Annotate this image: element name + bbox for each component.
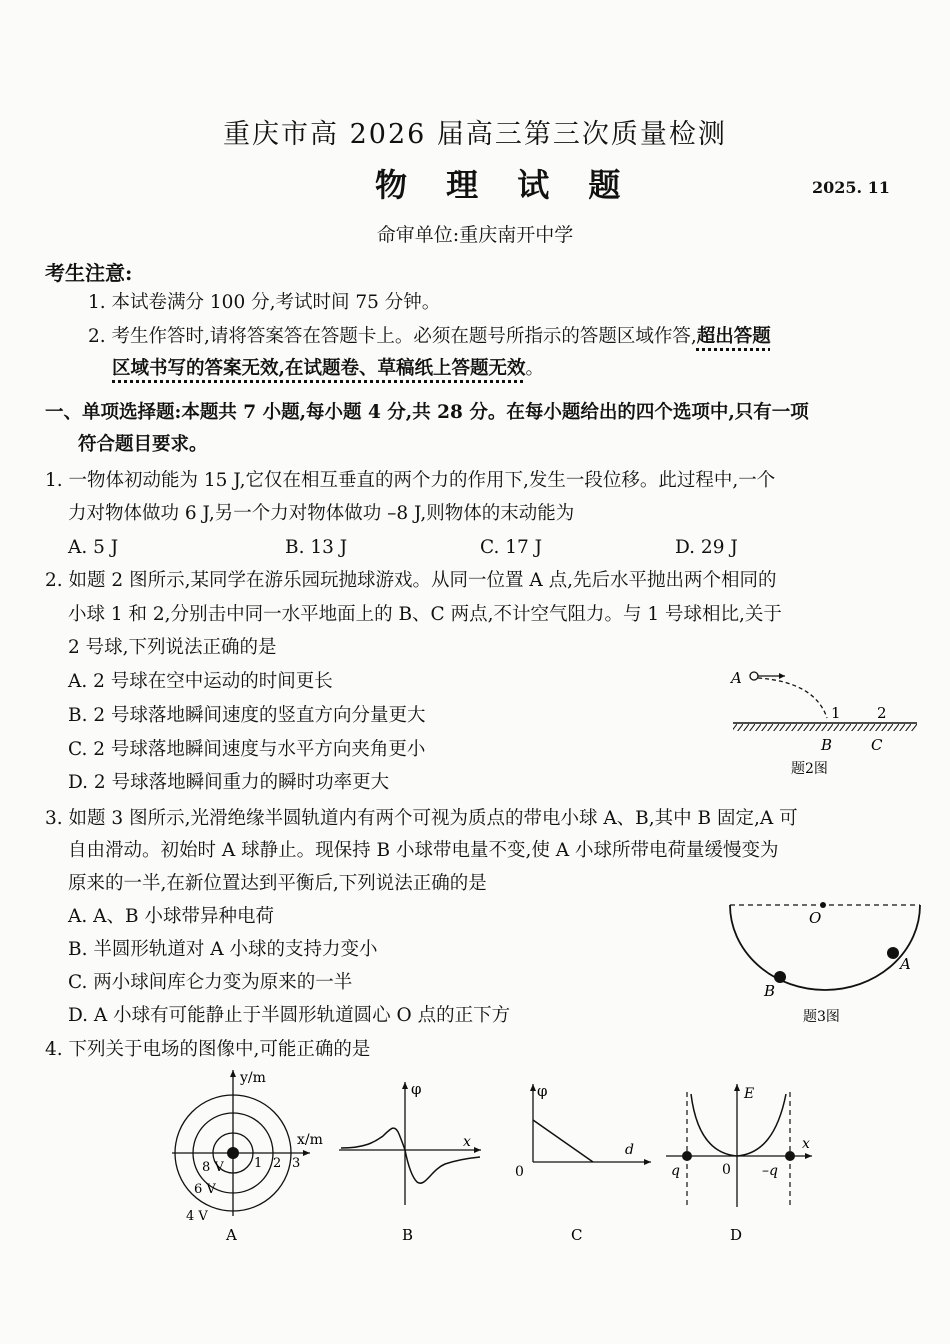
q3-option-b: B. 半圆形轨道对 A 小球的支持力变小 — [68, 939, 378, 960]
q1-option-d: D. 29 J — [675, 537, 738, 558]
q4a-tick-3: 3 — [292, 1156, 301, 1171]
q2-stem-line2: 小球 1 和 2,分别击中同一水平地面上的 B、C 两点,不计空气阻力。与 1 号球相比,关于 — [68, 604, 782, 625]
notice-item-2-emphasis: 超出答题 — [696, 326, 771, 347]
q4-figure-c — [505, 1082, 655, 1248]
q4b-xlabel: x — [463, 1134, 471, 1150]
q4a-tick-1: 1 — [254, 1156, 263, 1171]
arrowhead-icon — [230, 1070, 236, 1077]
q4a-label-8v: 8 V — [202, 1160, 224, 1175]
q4-stem-line1: 4. 下列关于电场的图像中,可能正确的是 — [45, 1039, 371, 1060]
arrowhead-icon — [402, 1082, 408, 1089]
q2-option-c: C. 2 号球落地瞬间速度与水平方向夹角更小 — [68, 739, 426, 760]
q2-ball-icon — [750, 672, 758, 680]
q3-caption: 题3图 — [803, 1009, 840, 1025]
exam-date: 2025. 11 — [812, 178, 890, 197]
q3-figure — [720, 895, 930, 1035]
q4c-origin: 0 — [515, 1164, 524, 1180]
q3-ball-a — [887, 947, 899, 959]
section-1-heading: 一、单项选择题:本题共 7 小题,每小题 4 分,共 28 分。在每小题给出的四个选项中,只有一项 — [45, 402, 809, 423]
arrowhead-icon — [805, 1153, 812, 1159]
q3-label-o: O — [809, 909, 822, 927]
notice-item-2-text: 2. 考生作答时,请将答案答在答题卡上。必须在题号所指示的答题区域作答, — [88, 326, 697, 347]
q3-label-a: A — [900, 955, 911, 973]
arrowhead-icon — [303, 1150, 310, 1156]
q2-option-d: D. 2 号球落地瞬间重力的瞬时功率更大 — [68, 772, 390, 793]
q4c-xlabel: d — [625, 1142, 634, 1158]
q3-option-a: A. A、B 小球带异种电荷 — [68, 906, 274, 927]
q2-label-1: 1 — [831, 704, 841, 722]
q4d-origin: 0 — [722, 1162, 731, 1178]
q4c-line — [533, 1120, 593, 1162]
q3-option-c: C. 两小球间库仑力变为原来的一半 — [68, 972, 353, 993]
q3-center-point — [820, 902, 826, 908]
q3-stem-line1: 3. 如题 3 图所示,光滑绝缘半圆轨道内有两个可视为质点的带电小球 A、B,其中 B 固定,A 可 — [45, 808, 798, 829]
q4a-charge — [227, 1147, 239, 1159]
q4b-caption: B — [402, 1226, 414, 1244]
q3-option-d: D. A 小球有可能静止于半圆形轨道圆心 O 点的正下方 — [68, 1005, 511, 1026]
q3-ball-b — [774, 971, 786, 983]
q4a-tick-2: 2 — [273, 1156, 282, 1171]
q4d-charge-right — [785, 1151, 795, 1161]
q4a-ylabel: y/m — [240, 1070, 266, 1086]
q4b-curve — [341, 1128, 480, 1183]
issuing-unit: 命审单位:重庆南开中学 — [376, 224, 574, 246]
arrowhead-icon — [474, 1147, 481, 1153]
q4d-xlabel: x — [802, 1136, 810, 1152]
notice-item-2-end: 。 — [525, 358, 544, 379]
q3-label-b: B — [764, 982, 776, 1000]
q4a-caption: A — [226, 1226, 237, 1244]
q4-figure-d — [660, 1082, 820, 1248]
q3-stem-line3: 原来的一半,在新位置达到平衡后,下列说法正确的是 — [68, 873, 487, 894]
q2-caption: 题2图 — [791, 761, 828, 777]
notice-item-1: 1. 本试卷满分 100 分,考试时间 75 分钟。 — [88, 292, 441, 313]
exam-title: 重庆市高 2026 届高三第三次质量检测 — [223, 119, 727, 150]
q3-stem-line2: 自由滑动。初始时 A 球静止。现保持 B 小球带电量不变,使 A 小球所带电荷量缓慢变为 — [68, 840, 779, 861]
q1-option-c: C. 17 J — [480, 537, 543, 558]
arrowhead-icon — [530, 1084, 536, 1091]
arrowhead-icon — [644, 1159, 651, 1165]
q2-option-a: A. 2 号球在空中运动的时间更长 — [68, 671, 333, 692]
q2-trajectory — [758, 678, 827, 718]
q1-option-b: B. 13 J — [285, 537, 348, 558]
q1-option-a: A. 5 J — [68, 537, 119, 558]
q2-ground-hatch — [733, 724, 917, 731]
q2-label-2: 2 — [877, 704, 887, 722]
q1-stem-line1: 1. 一物体初动能为 15 J,它仅在相互垂直的两个力的作用下,发生一段位移。此过程中,一个 — [45, 470, 776, 491]
arrowhead-icon — [734, 1084, 740, 1091]
q4a-xlabel: x/m — [297, 1132, 323, 1148]
q2-figure — [725, 660, 925, 780]
q4c-caption: C — [571, 1226, 583, 1244]
q4d-left-charge: q — [671, 1163, 680, 1179]
q4d-charge-left — [682, 1151, 692, 1161]
q4a-label-6v: 6 V — [194, 1182, 216, 1197]
q4b-ylabel: φ — [411, 1080, 422, 1098]
notice-item-2-line2 — [112, 356, 544, 382]
q2-stem-line3: 2 号球,下列说法正确的是 — [68, 637, 277, 658]
q2-label-a: A — [731, 669, 742, 687]
notice-heading: 考生注意: — [45, 261, 133, 285]
q1-stem-line2: 力对物体做功 6 J,另一个力对物体做功 –8 J,则物体的末动能为 — [68, 503, 575, 524]
subject-title: 物 理 试 题 — [375, 166, 635, 204]
arrowhead-icon — [779, 673, 785, 679]
q4-figure-b — [335, 1080, 485, 1248]
section-1-heading-line2: 符合题目要求。 — [78, 434, 208, 455]
q4d-ylabel: E — [744, 1086, 755, 1102]
notice-item-2-line1 — [88, 324, 771, 350]
notice-item-2-emphasis-2: 区域书写的答案无效,在试题卷、草稿纸上答题无效 — [112, 358, 526, 379]
q4a-label-4v: 4 V — [186, 1209, 208, 1224]
q4d-curve — [691, 1094, 786, 1156]
q2-label-b: B — [821, 736, 833, 754]
q4d-caption: D — [730, 1226, 743, 1244]
q2-option-b: B. 2 号球落地瞬间速度的竖直方向分量更大 — [68, 705, 426, 726]
q4d-right-charge: –q — [762, 1163, 778, 1179]
q2-label-c: C — [871, 736, 883, 754]
q4-figure-a — [170, 1068, 323, 1248]
q2-stem-line1: 2. 如题 2 图所示,某同学在游乐园玩抛球游戏。从同一位置 A 点,先后水平抛出两个相同的 — [45, 570, 777, 591]
q4c-ylabel: φ — [537, 1082, 548, 1100]
